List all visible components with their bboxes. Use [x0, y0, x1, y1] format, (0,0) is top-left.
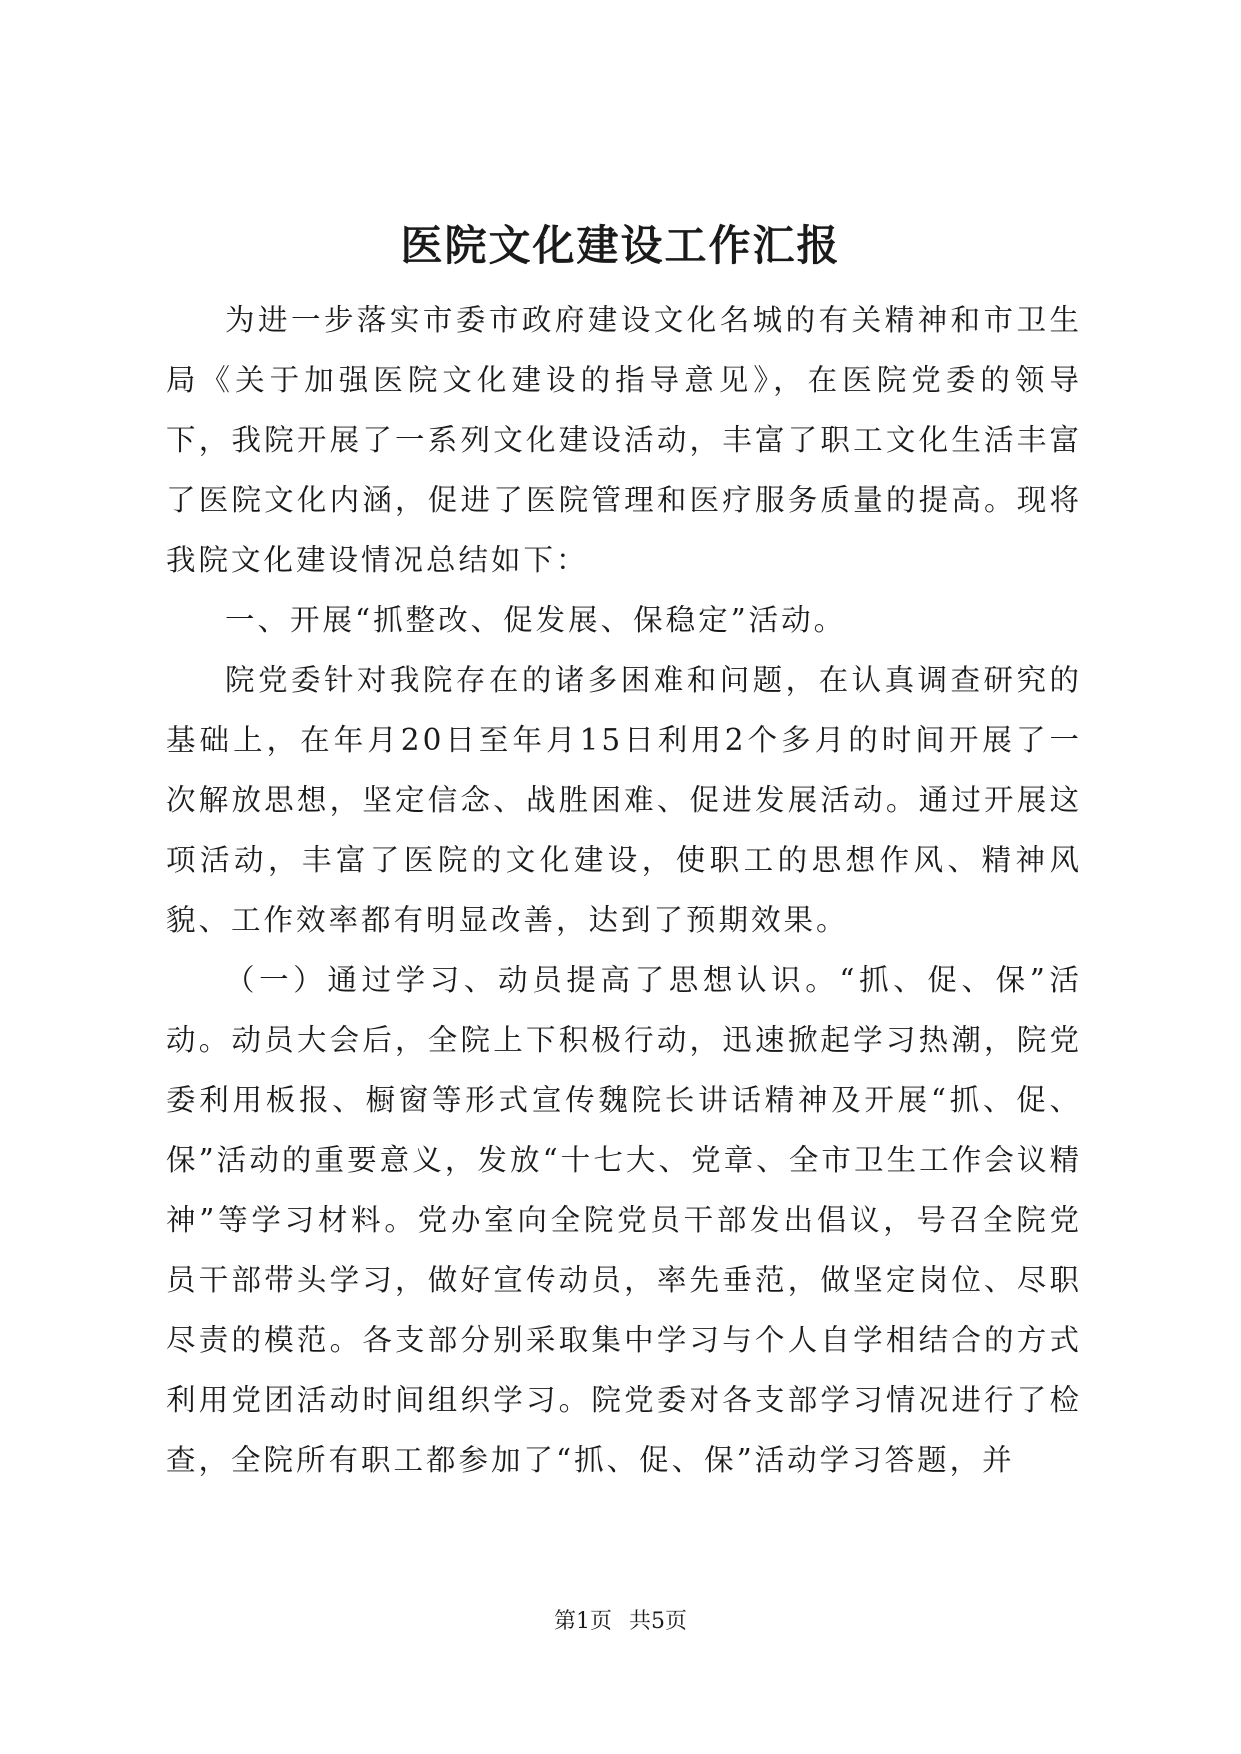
page-number: 第1页 — [554, 1609, 612, 1634]
page-footer — [0, 1607, 1241, 1637]
body-paragraph: 院党委针对我院存在的诸多困难和问题，在认真调查研究的基础上，在年月20日至年月15日利用2个多月的时间开展了一次解放思想，坚定信念、战胜困难、促进发展活动。通过开展这项活动，丰富了医院的文化建设，使职工的思想作风、精神风貌、工作效率都有明显改善，达到了预期效果。 — [166, 663, 1082, 937]
intro-paragraph: 为进一步落实市委市政府建设文化名城的有关精神和市卫生局《关于加强医院文化建设的指导意见》，在医院党委的领导下，我院开展了一系列文化建设活动，丰富了职工文化生活丰富了医院文化内涵，促进了医院管理和医疗服务质量的提高。现将我院文化建设情况总结如下： — [166, 303, 1082, 577]
section-heading: 一、开展“抓整改、促发展、保稳定”活动。 — [225, 603, 847, 637]
document-title: 医院文化建设工作汇报 — [400, 221, 841, 270]
subsection-paragraph: （一）通过学习、动员提高了思想认识。“抓、促、保”活动。动员大会后，全院上下积极行动，迅速掀起学习热潮，院党委利用板报、橱窗等形式宣传魏院长讲话精神及开展“抓、促、保”活动的重要意义，发放“十七大、党章、全市卫生工作会议精神”等学习材料。党办室向全院党员干部发出倡议，号召全院党员干部带头学习，做好宣传动员，率先垂范，做坚定岗位、尽职尽责的模范。各支部分别采取集中学习与个人自学相结合的方式利用党团活动时间组织学习。院党委对各支部学习情况进行了检查，全院所有职工都参加了“抓、促、保”活动学习答题，并 — [166, 963, 1082, 1477]
document-body — [166, 290, 1082, 1490]
page-total: 共5页 — [629, 1609, 687, 1634]
